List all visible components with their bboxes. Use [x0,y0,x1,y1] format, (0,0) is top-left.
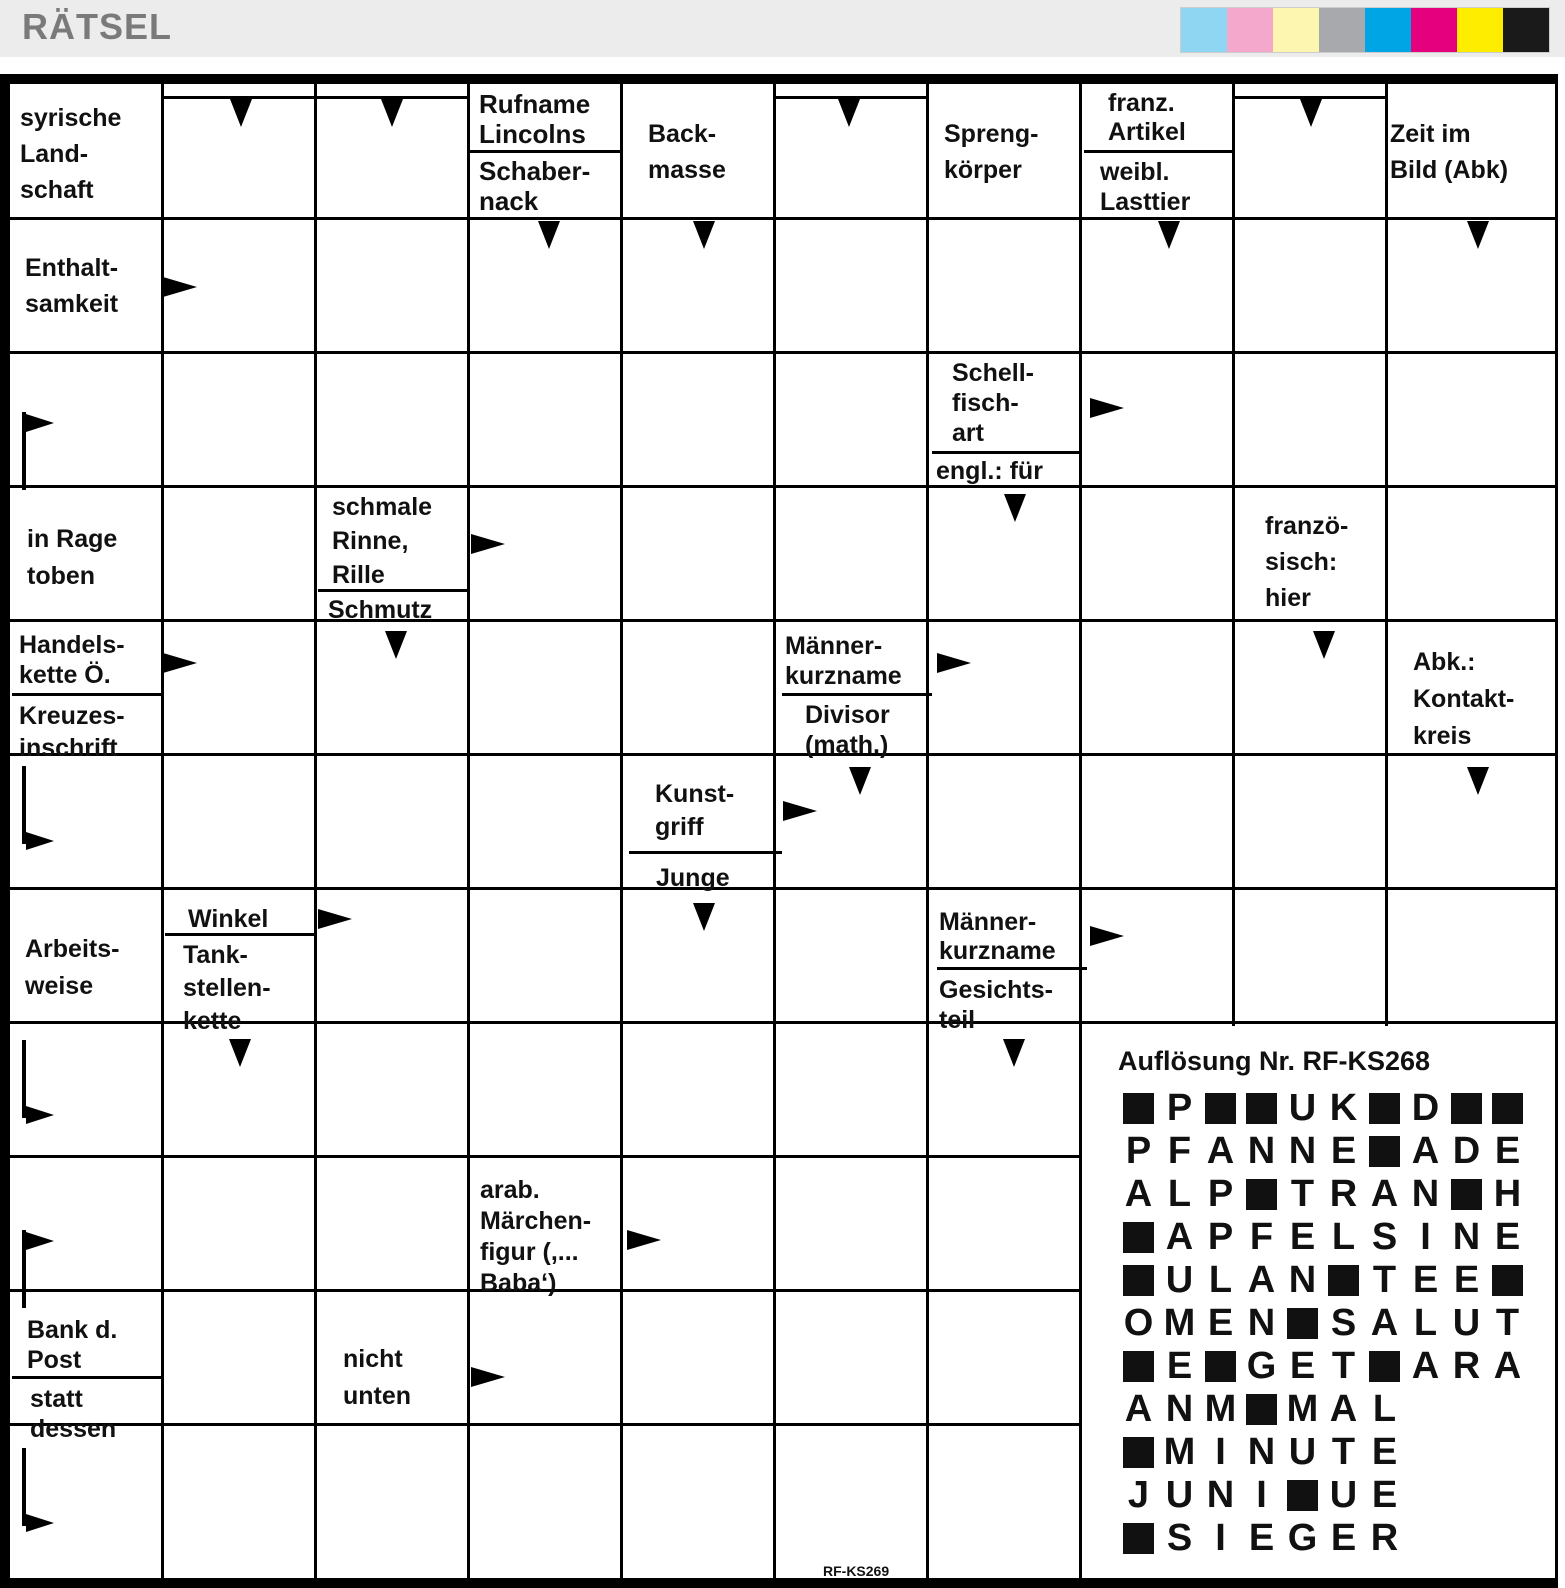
clue-weibl-lasttier: weibl. Lasttier [1100,158,1191,216]
solution-letter: N [1165,1388,1194,1430]
clue-engl-fuer: engl.: für [936,457,1043,485]
clue-nicht-unten: nicht unten [343,1345,412,1410]
solution-letter: T [1495,1302,1520,1344]
solution-black-square [1364,1345,1405,1388]
color-swatch [1411,8,1457,52]
clue-separator [937,967,1087,970]
arrow-down-icon [1300,99,1322,127]
solution-row [1118,1302,1548,1345]
solution-letter: A [1411,1345,1440,1387]
arrow-down-icon [849,767,871,795]
clue-backmasse: Back- masse [648,120,726,184]
solution-letter: M [1286,1388,1319,1430]
clue-separator [318,589,470,592]
solution-letter: P [1207,1216,1234,1258]
solution-black-square [1118,1259,1159,1302]
arrow-down-icon [1467,221,1489,249]
solution-black-square [1282,1302,1323,1345]
clue-winkel: Winkel [188,905,269,933]
solution-row [1118,1388,1548,1431]
solution-letter: M [1204,1388,1237,1430]
solution-letter: L [1331,1216,1356,1258]
clue-handelskette: Handels- kette Ö. [19,631,125,689]
solution-row [1118,1216,1548,1259]
arrow-right-icon [1090,398,1124,418]
solution-letter: E [1289,1216,1316,1258]
clue-maennerkurzname-2: Männer- kurzname [939,908,1056,965]
solution-letter: F [1249,1216,1274,1258]
solution-letter: N [1247,1130,1276,1172]
solution-letter: A [1206,1130,1235,1172]
solution-letter: U [1288,1431,1317,1473]
solution-black-square [1118,1345,1159,1388]
solution-row [1118,1173,1548,1216]
solution-letter: H [1493,1173,1522,1215]
clue-kontaktkreis: Abk.: Kontakt- kreis [1413,648,1515,750]
solution-letter: E [1453,1259,1480,1301]
clue-syrische-landschaft: syrische Land- schaft [20,104,122,204]
solution-letter: I [1215,1431,1226,1473]
clue-statt-dessen: statt dessen [30,1385,117,1443]
solution-letter: U [1165,1259,1194,1301]
puzzle-code: RF-KS269 [823,1563,890,1579]
solution-title: Auflösung Nr. RF-KS268 [1118,1046,1431,1076]
solution-black-square [1118,1216,1159,1259]
arrow-down-icon [693,903,715,931]
solution-black-square [1323,1259,1364,1302]
arrow-right-icon [471,1367,505,1387]
solution-letter: E [1248,1517,1275,1559]
solution-letter: L [1208,1259,1233,1301]
solution-letter: J [1127,1474,1150,1516]
grid-line [10,485,1555,488]
clue-separator [1084,150,1234,153]
clue-franz-artikel: franz. Artikel [1108,89,1186,146]
solution-row [1118,1431,1548,1474]
clue-separator [782,693,932,696]
arrow-down-icon [381,99,403,127]
solution-letter: G [1287,1517,1318,1559]
header-bar [0,0,1565,57]
solution-letter: K [1329,1087,1358,1129]
arrow-down-icon [1313,631,1335,659]
solution-black-square [1241,1173,1282,1216]
arrow-down-icon [1467,767,1489,795]
solution-grid [1118,1087,1548,1560]
clue-separator [629,851,782,854]
clue-separator [12,693,162,696]
color-swatch [1227,8,1273,52]
clue-maennerkurzname-1: Männer- kurzname [785,632,902,690]
solution-letter: O [1123,1302,1154,1344]
solution-black-square [1487,1259,1528,1302]
solution-letter: E [1412,1259,1439,1301]
solution-letter: T [1331,1431,1356,1473]
clue-bank-post: Bank d. Post [27,1316,118,1374]
clue-schmale-rinne: schmale Rinne, Rille [332,493,433,589]
grid-line [926,84,929,1578]
solution-letter: T [1331,1345,1356,1387]
solution-row [1118,1130,1548,1173]
solution-letter: E [1371,1474,1398,1516]
grid-line [1079,84,1082,1578]
solution-letter: U [1329,1474,1358,1516]
solution-letter: E [1289,1345,1316,1387]
solution-letter: P [1125,1130,1152,1172]
solution-letter: E [1166,1345,1193,1387]
arrow-down-icon [538,221,560,249]
solution-letter: E [1494,1130,1521,1172]
solution-letter: A [1124,1388,1153,1430]
clue-junge: Junge [656,864,730,892]
color-swatch [1181,8,1227,52]
solution-black-square [1487,1087,1528,1130]
solution-letter: T [1290,1173,1315,1215]
solution-letter: L [1372,1388,1397,1430]
solution-letter: E [1494,1216,1521,1258]
clue-arbeitsweise: Arbeits- weise [25,935,120,1000]
grid-line [10,887,1555,890]
clue-separator [165,933,315,936]
solution-letter: A [1165,1216,1194,1258]
solution-letter: A [1124,1173,1153,1215]
solution-letter: U [1165,1474,1194,1516]
arrow-right-icon [1090,926,1124,946]
solution-row [1118,1345,1548,1388]
grid-line [620,84,623,1578]
clue-franzoesisch-hier: franzö- sisch: hier [1265,512,1349,612]
solution-row [1118,1517,1548,1560]
solution-letter: A [1329,1388,1358,1430]
grid-line [10,1423,1080,1426]
clue-kreuzesinschrift: Kreuzes- inschrift [19,702,125,762]
solution-black-square [1118,1431,1159,1474]
clue-divisor: Divisor (math.) [805,701,890,759]
solution-black-square [1241,1087,1282,1130]
clue-separator [470,150,623,153]
clue-sprengkoerper: Spreng- körper [944,120,1039,184]
solution-letter: U [1288,1087,1317,1129]
solution-letter: A [1370,1173,1399,1215]
solution-letter: I [1420,1216,1431,1258]
clue-kunstgriff: Kunst- griff [655,780,735,841]
solution-letter: E [1330,1130,1357,1172]
solution-black-square [1118,1517,1159,1560]
solution-letter: E [1330,1517,1357,1559]
solution-letter: G [1246,1345,1277,1387]
solution-black-square [1364,1087,1405,1130]
solution-black-square [1200,1345,1241,1388]
solution-letter: N [1247,1302,1276,1344]
solution-letter: F [1167,1130,1192,1172]
clue-gesichtsteil: Gesichts- teil [939,976,1053,1034]
solution-letter: P [1166,1087,1193,1129]
solution-black-square [1241,1388,1282,1431]
color-swatch [1365,8,1411,52]
solution-letter: M [1163,1431,1196,1473]
solution-letter: N [1452,1216,1481,1258]
grid-line [10,619,1555,622]
solution-black-square [1364,1130,1405,1173]
arrow-right-icon [937,653,971,673]
solution-row [1118,1259,1548,1302]
solution-black-square [1282,1474,1323,1517]
solution-letter: N [1288,1259,1317,1301]
solution-black-square [1446,1087,1487,1130]
clue-schmutz: Schmutz [328,596,433,624]
clue-maerchenfigur: arab. Märchen- figur (,... Baba‘) [480,1176,592,1297]
arrow-right-icon [627,1230,661,1250]
solution-row [1118,1474,1548,1517]
arrow-right-icon [471,534,505,554]
arrow-right-icon [163,653,197,673]
solution-letter: L [1167,1173,1192,1215]
solution-letter: A [1247,1259,1276,1301]
clue-tankstellenkette: Tank- stellen- kette [183,941,271,1035]
color-swatch [1273,8,1319,52]
clue-enthaltsamkeit: Enthalt- samkeit [25,254,119,318]
grid-line [10,217,1555,220]
solution-letter: M [1163,1302,1196,1344]
solution-letter: N [1247,1431,1276,1473]
solution-letter: A [1493,1345,1522,1387]
solution-letter: R [1452,1345,1481,1387]
solution-black-square [1118,1087,1159,1130]
color-swatches [1180,7,1550,53]
clue-separator [12,1376,162,1379]
solution-panel [1118,1046,1548,1560]
grid-line [10,351,1555,354]
solution-letter: I [1256,1474,1267,1516]
clue-schabernack: Schaber- nack [479,156,591,216]
arrow-right-icon [318,909,352,929]
grid-line [10,1155,1080,1158]
solution-letter: R [1329,1173,1358,1215]
arrow-right-icon [783,801,817,821]
solution-row [1118,1087,1548,1130]
solution-letter: A [1411,1130,1440,1172]
solution-letter: E [1371,1431,1398,1473]
clue-zeit-im-bild: Zeit im Bild (Abk) [1390,120,1509,184]
arrow-down-icon [838,99,860,127]
color-swatch [1503,8,1549,52]
arrow-down-icon [1004,494,1026,522]
solution-letter: E [1207,1302,1234,1344]
arrow-down-icon [693,221,715,249]
solution-letter: L [1413,1302,1438,1344]
solution-letter: D [1452,1130,1481,1172]
solution-letter: N [1288,1130,1317,1172]
clue-in-rage-toben: in Rage toben [27,525,118,590]
solution-letter: N [1411,1173,1440,1215]
grid-line [1232,84,1235,1026]
arrow-down-icon [1158,221,1180,249]
arrow-down-icon [385,631,407,659]
color-swatch [1457,8,1503,52]
clue-separator [932,451,1082,454]
solution-letter: I [1215,1517,1226,1559]
arrow-down-icon [229,1039,251,1067]
clue-rufname-lincolns: Rufname Lincolns [479,89,591,149]
solution-black-square [1200,1087,1241,1130]
solution-letter: R [1370,1517,1399,1559]
solution-letter: S [1166,1517,1193,1559]
clue-schellfischart: Schell- fisch- art [952,359,1034,447]
solution-letter: T [1372,1259,1397,1301]
solution-letter: N [1206,1474,1235,1516]
arrow-down-icon [1003,1039,1025,1067]
arrow-right-icon [163,277,197,297]
grid-line [314,84,317,1578]
solution-letter: D [1411,1087,1440,1129]
arrow-down-icon [230,99,252,127]
solution-letter: S [1330,1302,1357,1344]
solution-letter: A [1370,1302,1399,1344]
solution-letter: U [1452,1302,1481,1344]
page-title: RÄTSEL [22,6,172,47]
solution-letter: S [1371,1216,1398,1258]
solution-black-square [1446,1173,1487,1216]
solution-letter: P [1207,1173,1234,1215]
grid-line [10,753,1555,756]
color-swatch [1319,8,1365,52]
